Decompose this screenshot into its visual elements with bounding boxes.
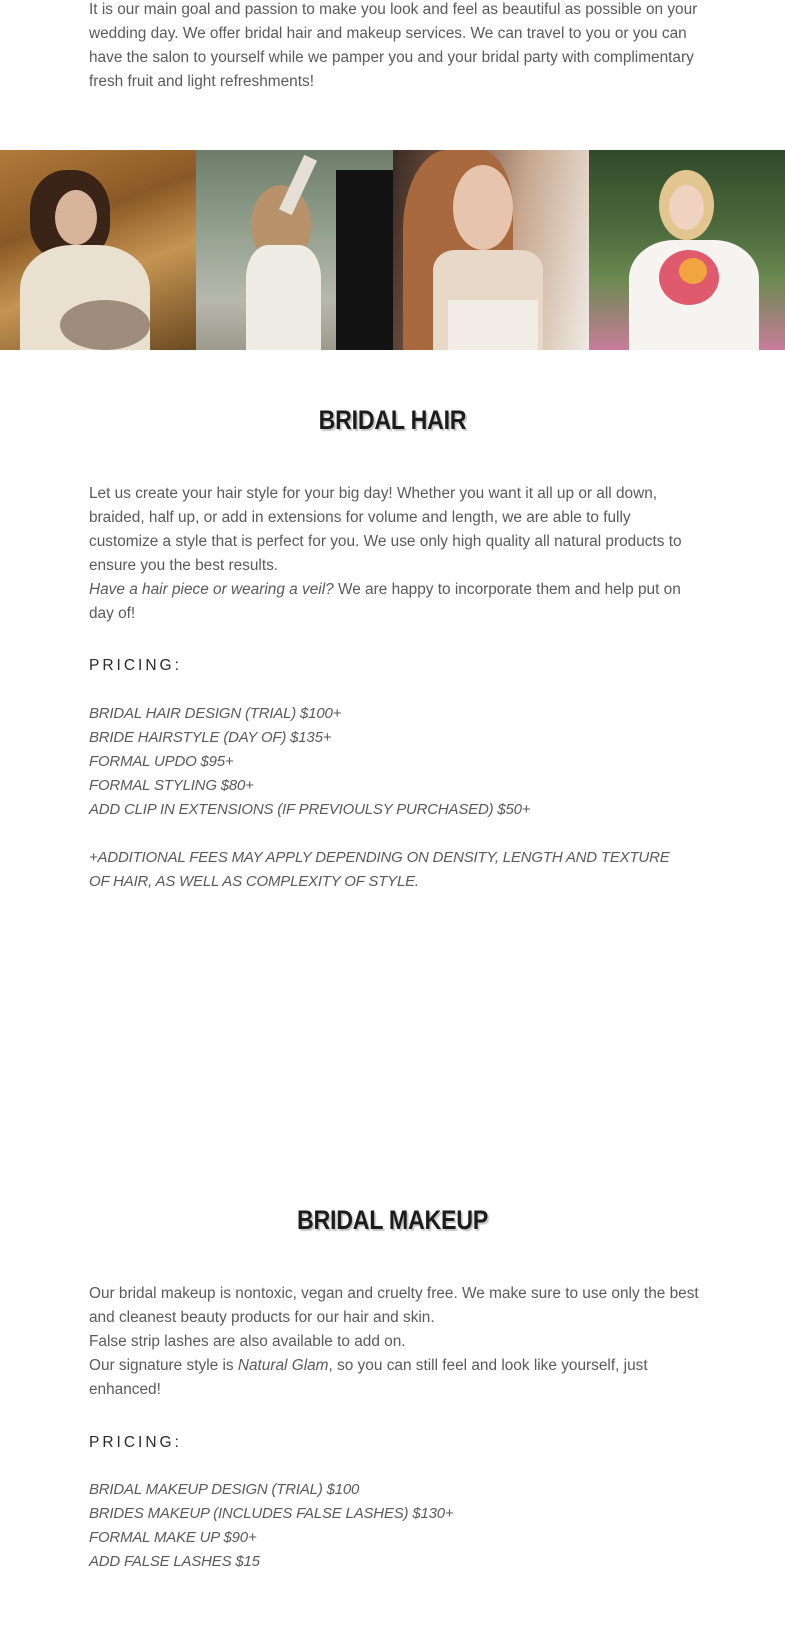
hair-price-list (89, 702, 689, 822)
veil-question: Have a hair piece or wearing a veil? (89, 581, 334, 598)
bridal-hair-heading: BRIDAL HAIR (318, 405, 467, 435)
price-item: BRIDES MAKEUP (INCLUDES FALSE LASHES) $130+ (89, 1505, 454, 1522)
price-item: FORMAL UPDO $95+ (89, 753, 234, 770)
intro-paragraph (89, 0, 699, 94)
bride-dancing-photo[interactable] (196, 150, 392, 350)
fees-note-text: +ADDITIONAL FEES MAY APPLY DEPENDING ON DENSITY, LENGTH AND TEXTURE OF HAIR, AS WELL AS COMPLEXITY OF STYLE. (89, 849, 670, 890)
signature-suffix: , so you can still feel and look like yourself, just enhanced! (89, 1357, 648, 1398)
bridal-makeup-heading: BRIDAL MAKEUP (296, 1205, 489, 1235)
price-item: ADD CLIP IN EXTENSIONS (IF PREVIOULSY PURCHASED) $50+ (89, 801, 531, 818)
bride-in-field-photo[interactable] (0, 150, 196, 350)
photo-gallery (0, 150, 785, 350)
makeup-pricing-label: PRICING: (89, 1434, 182, 1451)
makeup-lashes-text: False strip lashes are also available to add on. (89, 1333, 406, 1350)
price-item: BRIDAL HAIR DESIGN (TRIAL) $100+ (89, 705, 342, 722)
signature-style: Natural Glam (237, 1357, 329, 1374)
hair-pricing-label: PRICING: (89, 657, 182, 674)
price-item: FORMAL STYLING $80+ (89, 777, 254, 794)
price-item: FORMAL MAKE UP $90+ (89, 1529, 257, 1546)
bridal-hair-description (89, 482, 699, 626)
bride-portrait-photo[interactable] (393, 150, 589, 350)
makeup-signature-text (89, 1354, 699, 1402)
makeup-price-list (89, 1478, 689, 1574)
signature-prefix: Our signature style is (89, 1357, 238, 1374)
price-item: ADD FALSE LASHES $15 (89, 1553, 260, 1570)
bride-with-bouquet-photo[interactable] (589, 150, 785, 350)
hair-veil-text (89, 578, 699, 626)
intro-text: It is our main goal and passion to make you look and feel as beautiful as possible on your wedding day. We offer bridal hair and makeup services. We can travel to you or you can have the salon to yourself while we pamper you and your bridal party with complimentary fresh fruit and light refreshments! (89, 1, 698, 90)
price-item: BRIDAL MAKEUP DESIGN (TRIAL) $100 (89, 1481, 360, 1498)
hair-additional-fees-note (89, 846, 689, 894)
veil-answer: We are happy to incorporate them and help put on day of! (89, 581, 681, 622)
bridal-makeup-description (89, 1282, 699, 1402)
makeup-description-text: Our bridal makeup is nontoxic, vegan and cruelty free. We make sure to use only the best and cleanest beauty products for our hair and skin. (89, 1285, 699, 1326)
price-item: BRIDE HAIRSTYLE (DAY OF) $135+ (89, 729, 332, 746)
hair-description-text: Let us create your hair style for your big day! Whether you want it all up or all down, braided, half up, or add in extensions for volume and length, we are able to fully customize a style that is perfect for you. We use only high quality all natural products to ensure you the best results. (89, 485, 682, 574)
